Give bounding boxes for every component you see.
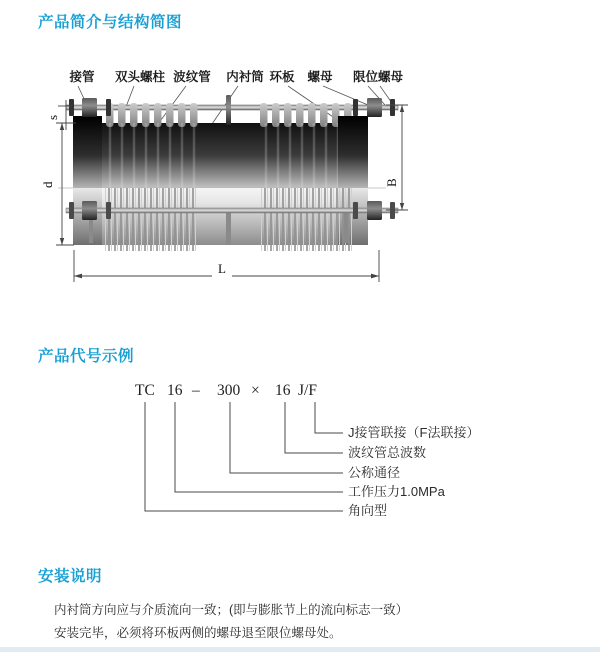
code-multiply-sign: × [251,382,260,399]
callout-wave-count: 波纹管总波数 [348,445,427,460]
dim-label-l: L [218,261,226,276]
end-collar-left [73,116,102,188]
central-stud-top [226,95,231,125]
callout-connection-type: J接管联接（F法联接） [348,425,480,440]
section-heading-code: 产品代号示例 [38,348,135,365]
code-dash: – [192,382,200,399]
page-bottom-edge [0,647,600,652]
code-connector-lines [145,402,343,511]
code-part-pressure: 16 [167,382,183,399]
structure-diagram [36,60,466,295]
section-heading-intro: 产品简介与结构简图 [38,14,183,31]
part-label-connection-pipe: 接管 [69,70,95,84]
product-code-diagram [100,372,520,532]
dimension-d [40,123,74,245]
joint-body-bottom [66,188,398,251]
code-part-diameter: 300 [217,382,241,399]
callout-angular-type: 角向型 [348,503,388,518]
callout-nominal-diameter: 公称通径 [348,465,401,480]
dimension-l [74,250,379,282]
dim-label-b: B [384,178,399,187]
code-string [135,382,317,399]
dim-label-s: s [45,114,60,120]
code-part-type: TC [135,382,155,399]
installation-notes [54,599,534,645]
hanging-stud-center [226,212,231,245]
code-part-connection: J/F [298,382,317,399]
part-label-inner-liner: 内衬筒 [226,70,264,84]
code-part-waves: 16 [275,382,291,399]
hanging-stud-right [344,212,348,243]
part-label-limit-nut: 限位螺母 [352,70,404,84]
end-collar-right [338,116,368,188]
part-label-nut: 螺母 [307,70,333,84]
bellows-bottom-left [104,188,198,251]
callout-working-pressure: 工作压力1.0MPa [348,484,445,499]
dimension-b [384,105,408,210]
dim-label-d: d [40,181,55,188]
tie-rod-bottom [66,208,398,213]
part-label-stud-bolt: 双头螺柱 [114,70,166,84]
code-callouts [348,425,479,518]
part-labels [68,69,403,84]
section-heading-install: 安装说明 [38,568,103,585]
bellows-bottom-right [260,188,354,251]
part-label-ring-plate: 环板 [269,70,295,84]
part-label-bellows: 波纹管 [173,70,211,84]
install-line-1: 内衬筒方向应与介质流向一致；(即与膨胀节上的流向标志一致） [54,603,409,617]
install-line-2: 安装完毕，必须将环板两侧的螺母退至限位螺母处。 [54,626,342,640]
